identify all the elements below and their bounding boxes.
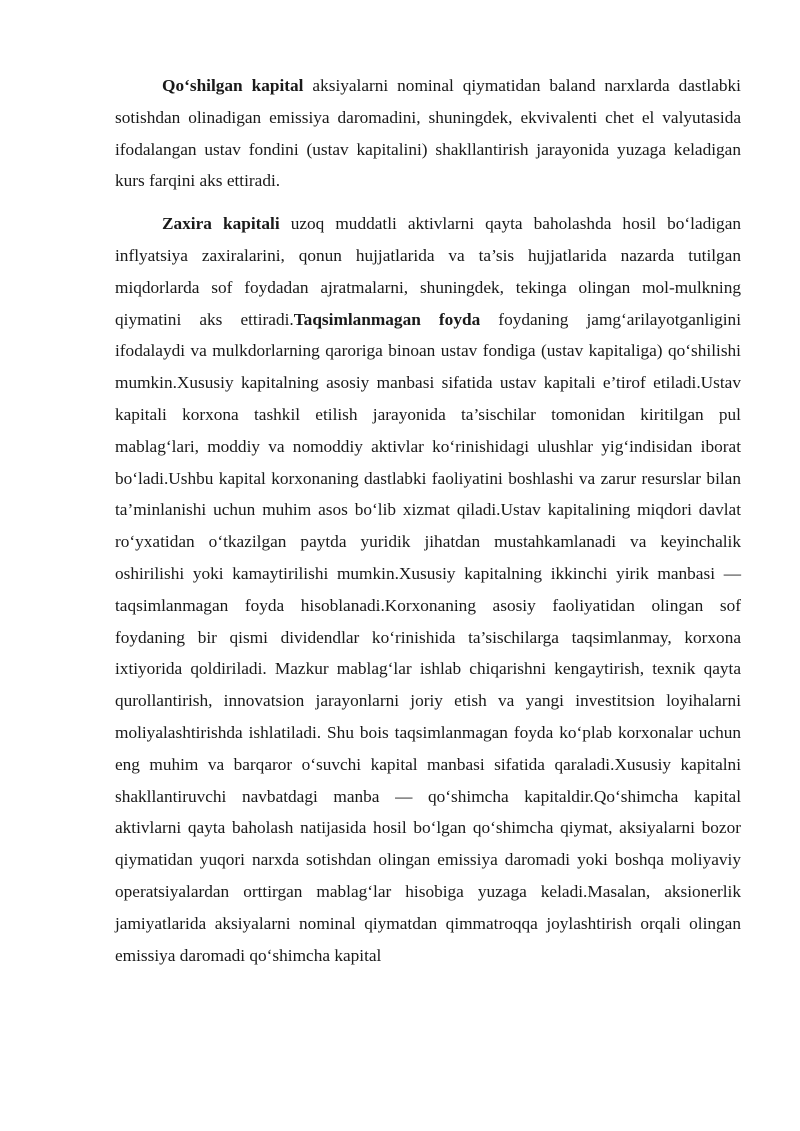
- term-additional-capital: Qo‘shilgan kapital: [162, 76, 304, 95]
- paragraph-reserve-capital: [115, 208, 741, 971]
- paragraph-text: aksiyalarni nominal qiymatidan baland narxlarda dastlabki sotishdan olinadigan emissiya daromadini, shuningdek, ekvivalenti chet el valyutasida ifodalangan ustav fondini (ustav kapitalini) shakllantirish jarayonida yuzaga keladigan kurs farqini aks ettiradi.: [115, 76, 741, 191]
- term-reserve-capital: Zaxira kapitali: [162, 214, 280, 234]
- paragraph-gap: [115, 197, 741, 208]
- term-retained-earnings: Taqsimlanmagan foyda: [293, 309, 481, 329]
- paragraph-text: foydaning jamg‘arilayotganligini ifodalaydi va mulkdorlarning qaroriga binoan ustav fondiga (ustav kapitaliga) qo‘shilishi mumkin.Xususiy kapitalning asosiy manbasi sifatida ustav kapitali e’tirof etiladi.Ustav kapitali korxona tashkil etilish jarayonida ta’sischilar tomonidan kiritilgan pul mablag‘lari, moddiy va nomoddiy aktivlar ko‘rinishidagi ulushlar yig‘indisidan iborat bo‘ladi.Ushbu kapital korxonaning dastlabki faoliyatini boshlashi va zarur resurslar bilan ta’minlanishi uchun muhim asos bo‘lib xizmat qiladi.Ustav kapitalining miqdori davlat ro‘yxatidan o‘tkazilgan paytda yuridik jihatdan mustahkamlanadi va keyinchalik oshirilishi yoki kamaytirilishi mumkin.Xususiy kapitalning ikkinchi yirik manbasi — taqsimlanmagan foyda hisoblanadi.Korxonaning asosiy faoliyatidan olingan sof foydaning bir qismi dividendlar ko‘rinishida ta’sischilarga taqsimlanmay, korxona ixtiyorida qoldiriladi. Mazkur mablag‘lar ishlab chiqarishni kengaytirish, texnik qayta qurollantirish, innovatsion jarayonlarni joriy etish va yangi investitsion loyihalarni moliyalashtirishda ishlatiladi. Shu bois taqsimlanmagan foyda ko‘plab korxonalar uchun eng muhim va barqaror o‘suvchi kapital manbasi sifatida qaraladi.Xususiy kapitalni shakllantiruvchi navbatdagi manba — qo‘shimcha kapitaldir.Qo‘shimcha kapital aktivlarni qayta baholash natijasida hosil bo‘lgan qo‘shimcha qiymat, aksiyalarni bozor qiymatidan yuqori narxda sotishdan olingan emissiya daromadi yoki boshqa moliyaviy operatsiyalardan orttirgan mablag‘lar hisobiga yuzaga keladi.Masalan, aksionerlik jamiyatlarida aksiyalarni nominal qiymatdan qimmatroqqa joylashtirish orqali olingan emissiya daromadi qo‘shimcha kapital: [115, 309, 742, 965]
- paragraph-text: uzoq muddatli aktivlarni qayta baholashda hosil bo‘ladigan inflyatsiya zaxiralarini, qonun hujjatlarida va ta’sis hujjatlarida nazarda tutilgan miqdorlarda sof foydadan ajratmalarni, shuningdek, tekinga olingan mol-mulkning qiymatini aks ettiradi.: [115, 214, 742, 329]
- paragraph-additional-capital: [115, 70, 741, 197]
- document-page: [115, 70, 741, 971]
